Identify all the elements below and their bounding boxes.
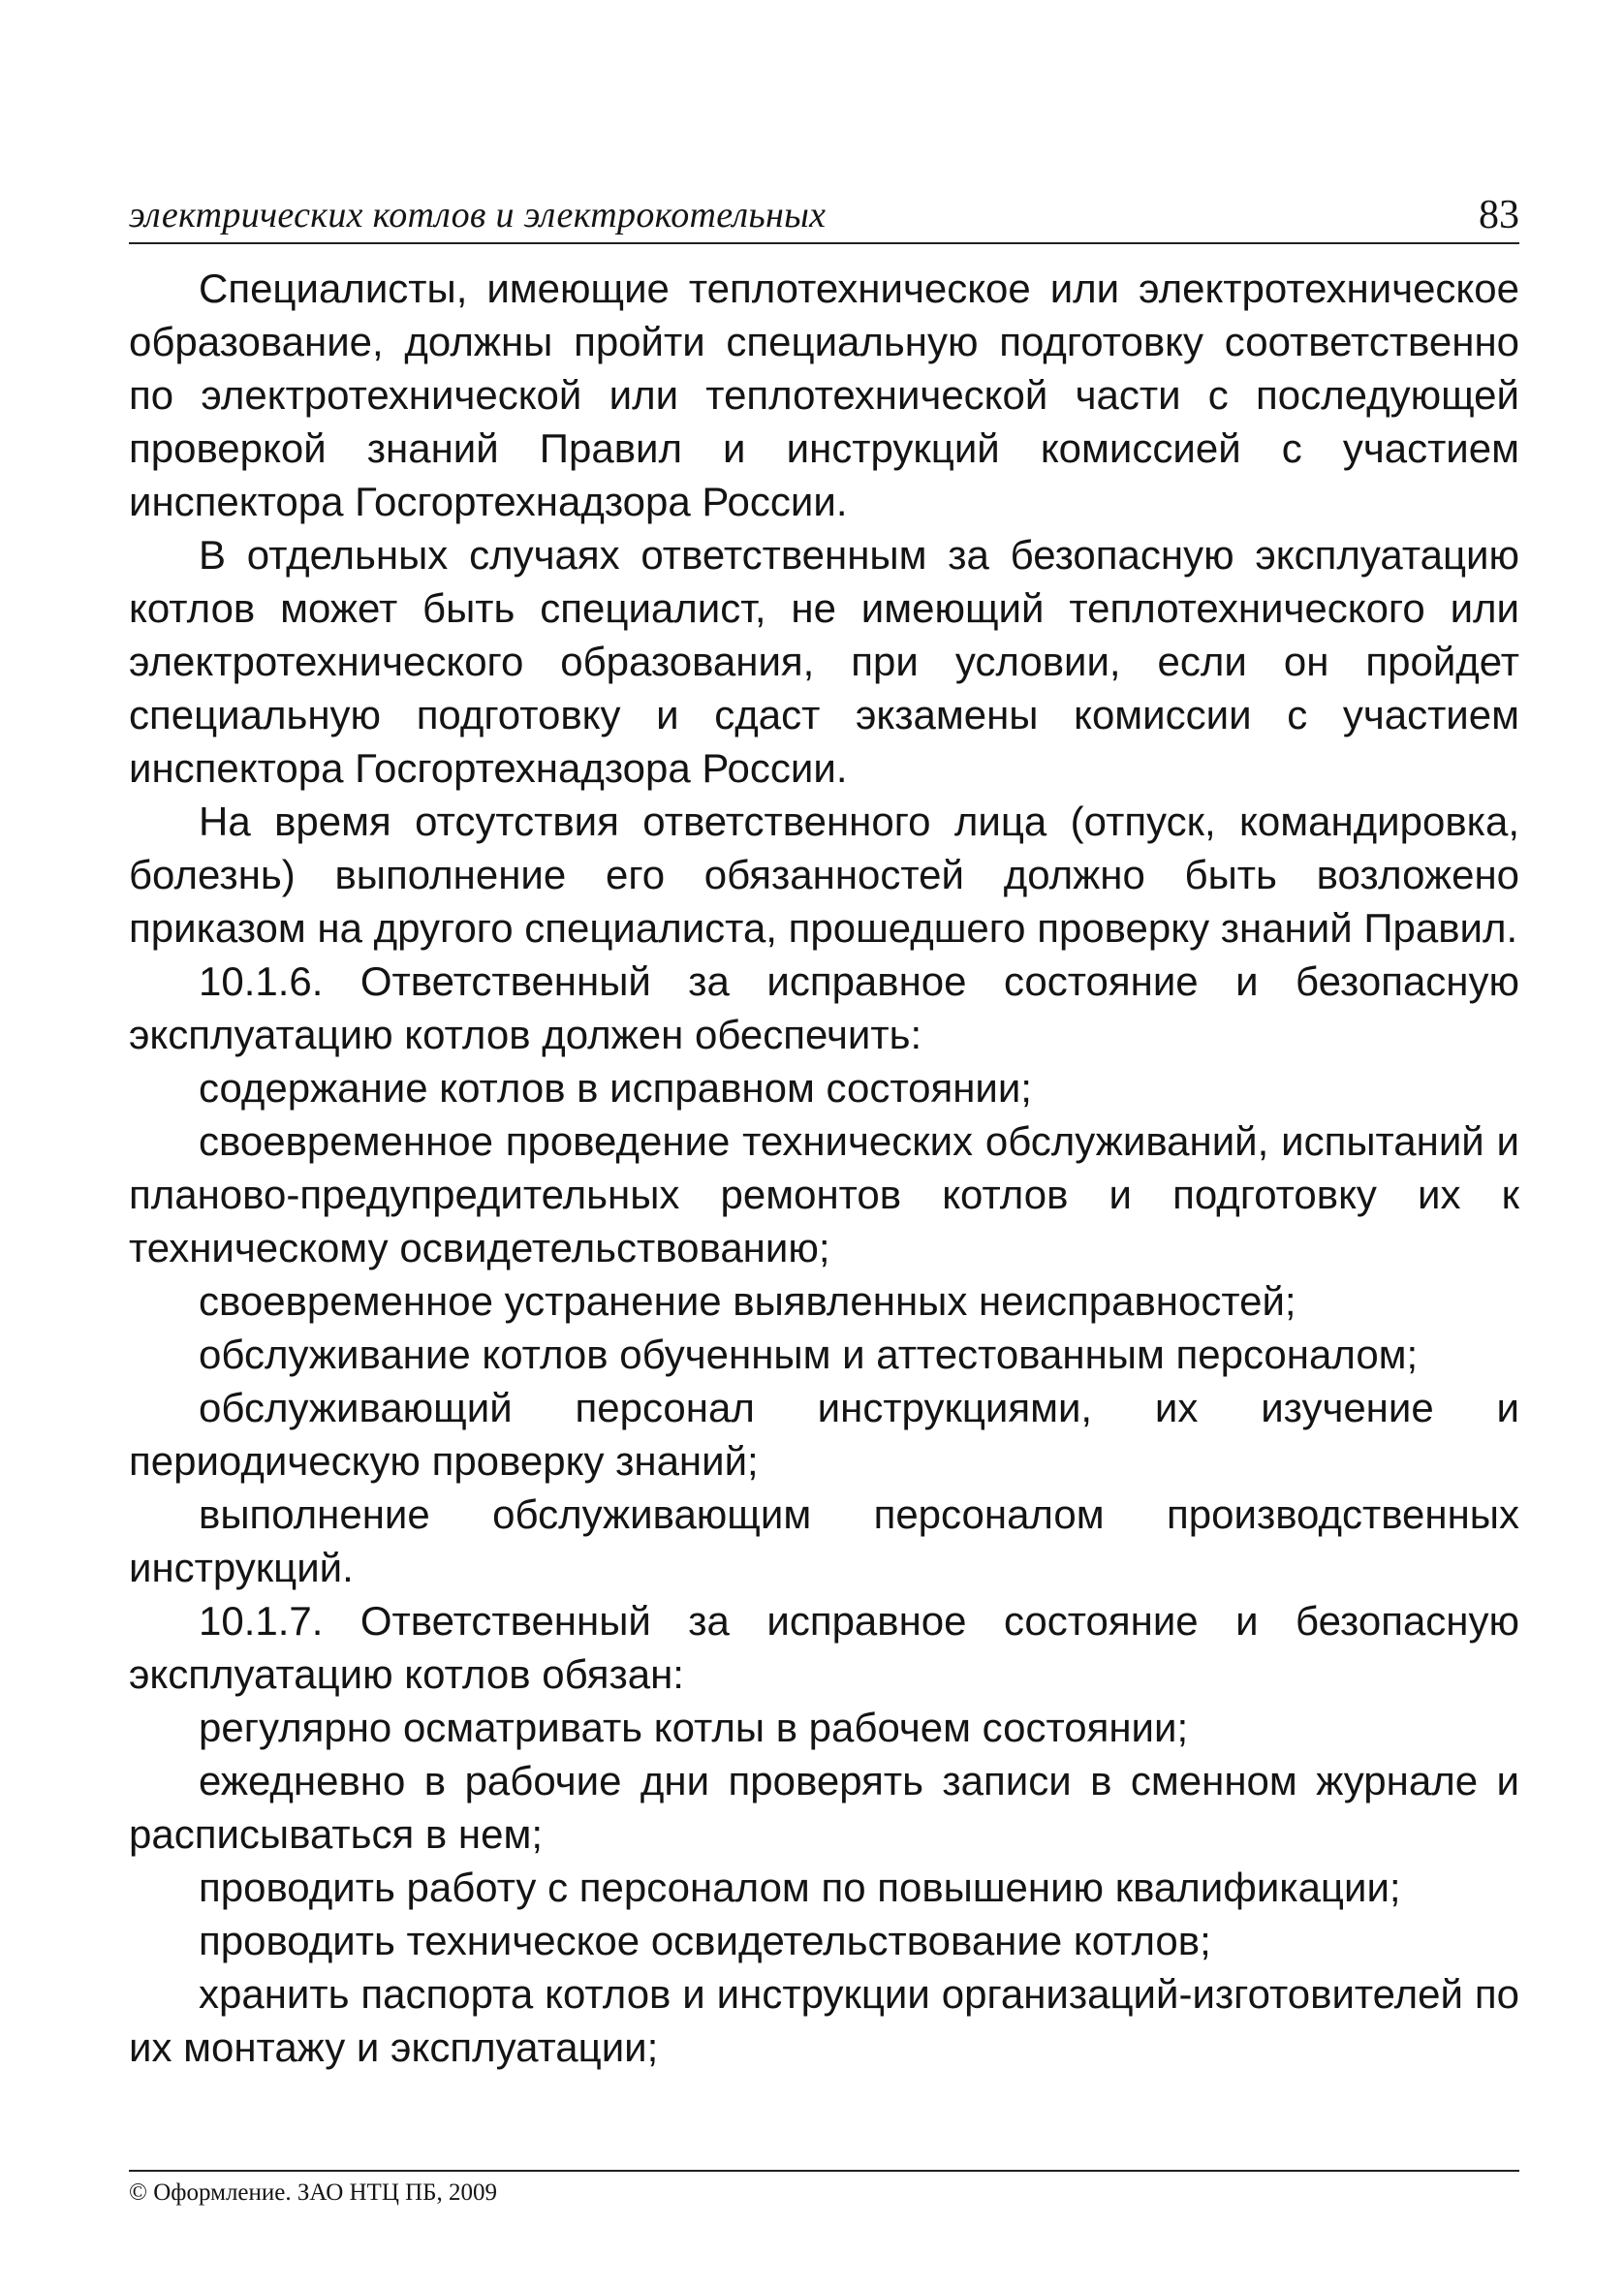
copyright-footer: [129, 2170, 1519, 2207]
list-item: обслуживающий персонал инструкциями, их изучение и периодическую проверку знаний;: [129, 1385, 1519, 1484]
list-item: своевременное устранение выявленных неисправностей;: [199, 1278, 1296, 1324]
list-item: выполнение обслуживающим персоналом производственных инструкций.: [129, 1491, 1519, 1590]
list-item: регулярно осматривать котлы в рабочем состоянии;: [199, 1705, 1189, 1750]
list-item: хранить паспорта котлов и инструкции организаций-изготовителей по их монтажу и эксплуатации;: [129, 1971, 1519, 2070]
paragraph: В отдельных случаях ответственным за безопасную эксплуатацию котлов может быть специалист, не имеющий теплотехнического или электротехнического образования, при условии, если он пройдет специальную подготовку и сдаст экзамены комиссии с участием инспектора Госгортехнадзора России.: [129, 532, 1519, 791]
list-item: содержание котлов в исправном состоянии;: [199, 1065, 1032, 1111]
running-header: [129, 192, 1519, 244]
list-item: своевременное проведение технических обслуживаний, испытаний и планово-предупредительных ремонтов котлов и подготовку их к техническому освидетельствованию;: [129, 1118, 1519, 1270]
list-item: проводить работу с персоналом по повышению квалификации;: [199, 1865, 1401, 1910]
clause-10-1-6: 10.1.6. Ответственный за исправное состояние и безопасную эксплуатацию котлов должен обеспечить:: [129, 958, 1519, 1057]
running-title: электрических котлов и электрокотельных: [129, 195, 827, 235]
page-number: 83: [1479, 193, 1519, 237]
body-text: [129, 262, 1519, 2074]
list-item: обслуживание котлов обученным и аттестованным персоналом;: [199, 1332, 1419, 1377]
paragraph: На время отсутствия ответственного лица (отпуск, командировка, болезнь) выполнение его обязанностей должно быть возложено приказом на другого специалиста, прошедшего проверку знаний Правил.: [129, 799, 1519, 951]
list-item: ежедневно в рабочие дни проверять записи в сменном журнале и расписываться в нем;: [129, 1758, 1519, 1857]
list-item: проводить техническое освидетельствование котлов;: [199, 1918, 1211, 1963]
paragraph: Специалисты, имеющие теплотехническое или электротехническое образование, должны пройти специальную подготовку соответственно по электротехнической или теплотехнической части с последующей проверкой знаний Правил и инструкций комиссией с участием инспектора Госгортехнадзора России.: [129, 266, 1519, 524]
copyright-text: © Оформление. ЗАО НТЦ ПБ, 2009: [129, 2179, 498, 2206]
clause-10-1-7: 10.1.7. Ответственный за исправное состояние и безопасную эксплуатацию котлов обязан:: [129, 1598, 1519, 1697]
